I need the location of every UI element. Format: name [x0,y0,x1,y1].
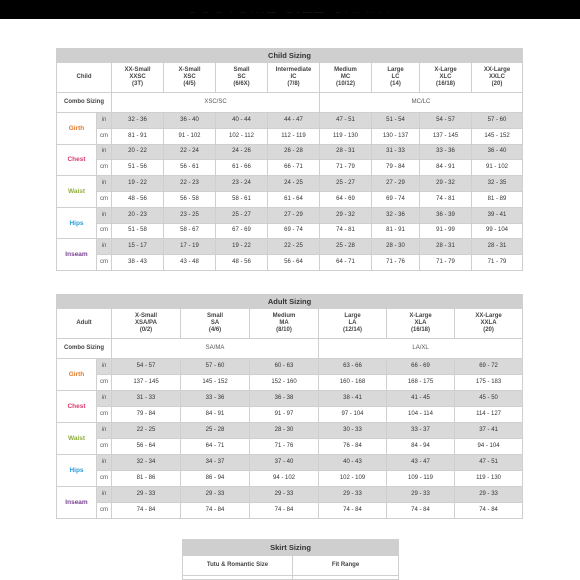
measurement-value: 69 - 74 [268,223,320,239]
measurement-value: 25 - 27 [320,176,372,192]
measurement-value: 47 - 51 [320,113,372,129]
size-header-line: LA [348,320,357,326]
measurement-value: 81 - 89 [472,191,523,207]
measurement-value: 28 - 31 [472,239,523,255]
size-column-header [268,63,320,93]
measurement-value: 40 - 44 [216,113,268,129]
measurement-value: 25 - 27 [216,207,268,223]
size-header-line: IC [290,74,297,80]
measurement-value: 84 - 94 [387,439,455,455]
inseam-label: Inseam [57,487,97,519]
unit-label: in [97,207,112,223]
size-header-line: LC [391,74,400,80]
measurement-value: 63 - 66 [319,359,387,375]
child-sizing-title: Child Sizing [57,49,523,63]
measurement-value: 29 - 33 [319,487,387,503]
measurement-value: 74 - 81 [320,223,372,239]
size-header-line: (20) [483,327,494,333]
measurement-value: 58 - 67 [164,223,216,239]
measurement-value: 152 - 160 [250,375,319,391]
measurement-value: 66 - 71 [268,160,320,176]
size-header-line: (4/6) [208,327,222,333]
measurement-value: 86 - 94 [181,471,250,487]
measurement-value: 20 - 22 [112,144,164,160]
size-header-line: (4/5) [183,81,196,87]
waist-label: Waist [57,176,97,208]
unit-label: in [97,239,112,255]
skirt-column-header: Fit Range [293,556,399,576]
unit-label: cm [97,503,112,519]
measurement-value: 48 - 56 [112,191,164,207]
hips-label: Hips [57,207,97,239]
measurement-value: 36 - 40 [164,113,216,129]
measurement-value: 74 - 84 [387,503,455,519]
measurement-value: 29 - 33 [181,487,250,503]
measurement-value: 22 - 25 [112,423,181,439]
unit-label: in [97,487,112,503]
measurement-value: 64 - 71 [320,255,372,271]
measurement-value: 109 - 119 [387,471,455,487]
measurement-value: 168 - 175 [387,375,455,391]
measurement-value: 84 - 91 [420,160,472,176]
measurement-value: 17 - 19 [164,239,216,255]
measurement-value: 145 - 152 [472,128,523,144]
size-header-line: X-Small [134,313,157,319]
measurement-value: 25 - 28 [320,239,372,255]
measurement-value: 91 - 102 [164,128,216,144]
measurement-value: 54 - 57 [112,359,181,375]
size-header-line: (3T) [132,81,143,87]
skirt-sizing-table [182,539,399,580]
measurement-value: 74 - 84 [112,503,181,519]
measurement-value: 119 - 130 [320,128,372,144]
measurement-value: 36 - 40 [472,144,523,160]
measurement-value: 15 - 17 [112,239,164,255]
measurement-value: 39 - 41 [472,207,523,223]
measurement-value: 26 - 28 [268,144,320,160]
measurement-value: 57 - 60 [181,359,250,375]
measurement-value: 28 - 31 [420,239,472,255]
unit-label: in [97,144,112,160]
size-header-line: MA [279,320,289,326]
measurement-value: 29 - 33 [112,487,181,503]
size-header-line: (16/18) [435,81,455,87]
size-header-line: XX-Large [483,67,511,73]
measurement-value: 97 - 104 [319,407,387,423]
measurement-value: 102 - 109 [319,471,387,487]
size-header-line: (12/14) [342,327,362,333]
measurement-value: 32 - 36 [112,113,164,129]
size-header-line: XXLC [489,74,506,80]
size-header-line: Intermediate [275,67,312,73]
unit-label: in [97,176,112,192]
measurement-value: 38 - 41 [319,391,387,407]
measurement-value: 76 - 84 [319,439,387,455]
unit-label: cm [97,439,112,455]
measurement-value: 74 - 84 [181,503,250,519]
size-header-line: Small [206,313,223,319]
measurement-value: 94 - 102 [250,471,319,487]
unit-label: cm [97,255,112,271]
measurement-value: 23 - 24 [216,176,268,192]
skirt-column-header: Tutu & Romantic Size [183,556,293,576]
size-header-line: (8/10) [276,327,292,333]
adult-sizing-title: Adult Sizing [57,295,523,309]
measurement-value: 29 - 33 [387,487,455,503]
measurement-value: 27 - 29 [268,207,320,223]
measurement-value: 38 - 43 [112,255,164,271]
chest-label: Chest [57,391,97,423]
girth-label: Girth [57,359,97,391]
measurement-value: 71 - 79 [320,160,372,176]
measurement-value: 51 - 58 [112,223,164,239]
waist-label: Waist [57,423,97,455]
measurement-value: 56 - 64 [268,255,320,271]
measurement-value: 22 - 24 [164,144,216,160]
measurement-value: 37 - 41 [455,423,523,439]
size-header-line: Large [344,313,361,319]
size-column-header [319,309,387,339]
measurement-value: 28 - 31 [320,144,372,160]
measurement-value: 34 - 37 [181,455,250,471]
unit-label: in [97,113,112,129]
unit-label: cm [97,471,112,487]
measurement-value: 69 - 74 [372,191,420,207]
measurement-value: 81 - 86 [112,471,181,487]
measurement-value: 33 - 36 [181,391,250,407]
unit-label: cm [97,407,112,423]
measurement-value: 44 - 47 [268,113,320,129]
measurement-value: 60 - 63 [250,359,319,375]
combo-sizing-label: Combo Sizing [57,339,112,359]
measurement-value: 43 - 47 [387,455,455,471]
unit-label: cm [97,128,112,144]
measurement-value: 28 - 30 [250,423,319,439]
unit-label: cm [97,191,112,207]
measurement-value: 84 - 91 [181,407,250,423]
measurement-value: 91 - 102 [472,160,523,176]
measurement-value: 137 - 145 [112,375,181,391]
measurement-value: 29 - 33 [455,487,523,503]
measurement-value: 24 - 26 [216,144,268,160]
measurement-value: 69 - 72 [455,359,523,375]
measurement-value: 74 - 81 [420,191,472,207]
measurement-value: 30 - 33 [319,423,387,439]
measurement-value: 81 - 91 [112,128,164,144]
adult-row-label: Adult [57,309,112,339]
measurement-value: 25 - 28 [181,423,250,439]
measurement-value: 66 - 69 [387,359,455,375]
size-column-header [112,63,164,93]
size-column-header [164,63,216,93]
measurement-value: 61 - 64 [268,191,320,207]
measurement-value: 28 - 30 [372,239,420,255]
unit-label: cm [97,223,112,239]
size-header-line: XSC [183,74,196,80]
measurement-value: 91 - 99 [420,223,472,239]
size-header-line: XXSC [129,74,146,80]
size-header-line: (16/18) [410,327,430,333]
measurement-value: 81 - 91 [372,223,420,239]
measurement-value: 160 - 168 [319,375,387,391]
measurement-value: 71 - 79 [420,255,472,271]
measurement-value: 22 - 23 [164,176,216,192]
size-header-line: MC [340,74,351,80]
measurement-value: 24 - 25 [268,176,320,192]
measurement-value: 56 - 58 [164,191,216,207]
size-header-line: XLA [414,320,427,326]
size-header-line: XX-Small [124,67,151,73]
measurement-value: 79 - 84 [372,160,420,176]
measurement-value: 99 - 104 [472,223,523,239]
girth-label: Girth [57,113,97,145]
size-column-header [320,63,372,93]
size-column-header [216,63,268,93]
size-column-header [420,63,472,93]
measurement-value: 31 - 33 [112,391,181,407]
size-header-line: X-Large [409,313,432,319]
unit-label: cm [97,375,112,391]
measurement-value: 56 - 61 [164,160,216,176]
measurement-value: 33 - 37 [387,423,455,439]
measurement-value: 36 - 38 [250,391,319,407]
size-header-line: SA [210,320,220,326]
measurement-value: 57 - 60 [472,113,523,129]
combo-size-value: SA/MA [112,339,319,359]
hips-label: Hips [57,455,97,487]
size-column-header [455,309,523,339]
measurement-value: 51 - 54 [372,113,420,129]
measurement-value: 58 - 61 [216,191,268,207]
measurement-value: 36 - 39 [420,207,472,223]
combo-size-value: XSC/SC [112,93,320,113]
size-header-line: (20) [491,81,503,87]
measurement-value: 32 - 35 [472,176,523,192]
combo-sizing-label: Combo Sizing [57,93,112,113]
measurement-value: 33 - 36 [420,144,472,160]
measurement-value: 23 - 25 [164,207,216,223]
measurement-value: 47 - 51 [455,455,523,471]
measurement-value: 29 - 32 [420,176,472,192]
measurement-value: 27 - 29 [372,176,420,192]
size-column-header [250,309,319,339]
measurement-value: 43 - 48 [164,255,216,271]
measurement-value: 145 - 152 [181,375,250,391]
unit-label: cm [97,160,112,176]
measurement-value: 112 - 119 [268,128,320,144]
inseam-label: Inseam [57,239,97,271]
measurement-value: 137 - 145 [420,128,472,144]
size-header-line: Medium [334,67,357,73]
combo-size-value: MC/LC [320,93,523,113]
size-header-line: Small [233,67,250,73]
measurement-value: 102 - 112 [216,128,268,144]
size-header-line: XLC [439,74,452,80]
measurement-value: 54 - 57 [420,113,472,129]
measurement-value: 119 - 130 [455,471,523,487]
size-header-line: XSA/PA [135,320,157,326]
size-header-line: Medium [272,313,296,319]
size-column-header [181,309,250,339]
measurement-value: 74 - 84 [319,503,387,519]
adult-sizing-table [56,294,523,519]
size-column-header [472,63,523,93]
size-header-line: (14) [390,81,401,87]
measurement-value: 64 - 69 [320,191,372,207]
measurement-value: 41 - 45 [387,391,455,407]
measurement-value: 94 - 104 [455,439,523,455]
measurement-value: 175 - 183 [455,375,523,391]
measurement-value: 56 - 64 [112,439,181,455]
size-column-header [372,63,420,93]
size-header-line: (6/6X) [233,81,250,87]
measurement-value: 74 - 84 [455,503,523,519]
measurement-value: 29 - 32 [320,207,372,223]
measurement-value: 114 - 127 [455,407,523,423]
measurement-value: 19 - 22 [216,239,268,255]
measurement-value: 61 - 66 [216,160,268,176]
size-header-line: XX-Large [475,313,502,319]
size-column-header [387,309,455,339]
child-sizing-table [56,48,523,271]
measurement-value: 74 - 84 [250,503,319,519]
unit-label: in [97,455,112,471]
measurement-value: 37 - 40 [250,455,319,471]
chest-label: Chest [57,144,97,176]
unit-label: in [97,423,112,439]
skirt-sizing-title: Skirt Sizing [183,540,399,556]
measurement-value: 19 - 22 [112,176,164,192]
measurement-value: 31 - 33 [372,144,420,160]
measurement-value: 67 - 69 [216,223,268,239]
measurement-value: 48 - 56 [216,255,268,271]
measurement-value: 32 - 36 [372,207,420,223]
measurement-value: 22 - 25 [268,239,320,255]
unit-label: in [97,359,112,375]
child-row-label: Child [57,63,112,93]
size-header-line: X-Small [178,67,201,73]
measurement-value: 20 - 23 [112,207,164,223]
measurement-value: 45 - 50 [455,391,523,407]
measurement-value: 71 - 79 [472,255,523,271]
unit-label: in [97,391,112,407]
measurement-value: 91 - 97 [250,407,319,423]
measurement-value: 51 - 56 [112,160,164,176]
combo-size-value: LA/XL [319,339,523,359]
top-bar-overlay [0,0,580,12]
measurement-value: 40 - 43 [319,455,387,471]
size-header-line: (10/12) [335,81,355,87]
size-header-line: Large [387,67,404,73]
measurement-value: 130 - 137 [372,128,420,144]
size-header-line: X-Large [434,67,457,73]
measurement-value: 79 - 84 [112,407,181,423]
measurement-value: 104 - 114 [387,407,455,423]
size-header-line: (7/8) [287,81,300,87]
measurement-value: 32 - 34 [112,455,181,471]
measurement-value: 71 - 76 [372,255,420,271]
size-column-header [112,309,181,339]
measurement-value: 71 - 76 [250,439,319,455]
size-header-line: SC [237,74,246,80]
size-header-line: XXLA [480,320,497,326]
measurement-value: 29 - 33 [250,487,319,503]
measurement-value: 64 - 71 [181,439,250,455]
size-header-line: (0/2) [139,327,153,333]
